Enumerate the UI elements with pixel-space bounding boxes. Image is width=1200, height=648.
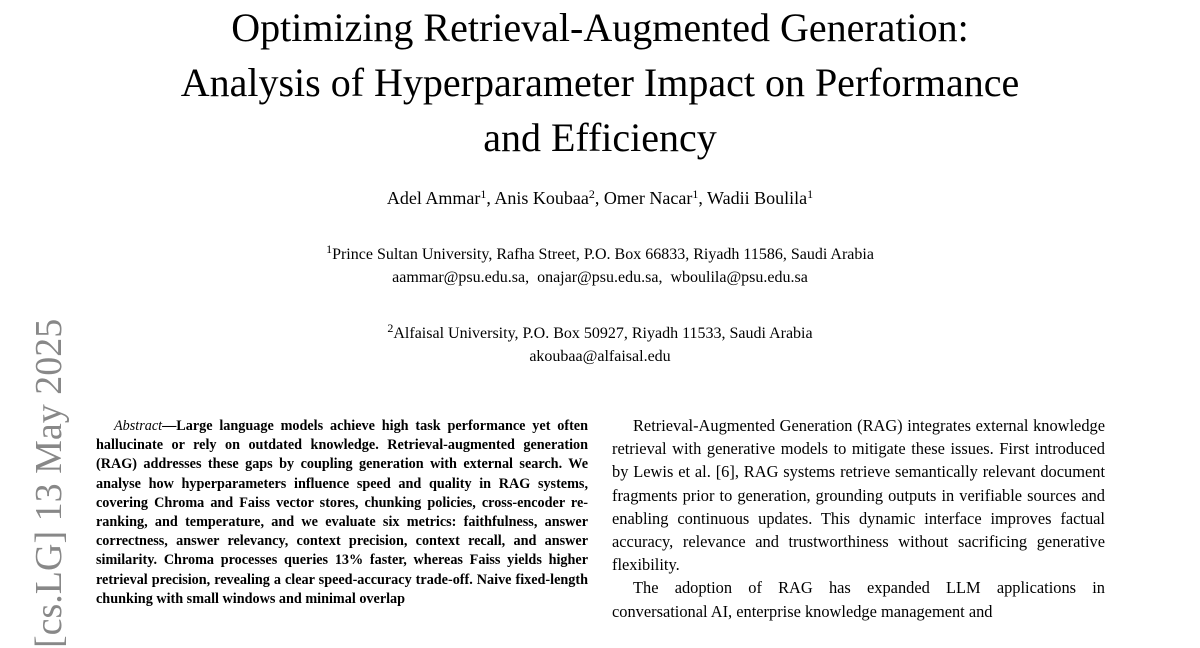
email-list: [0, 345, 1200, 368]
author-name: Anis Koubaa: [494, 188, 589, 208]
author-separator: ,: [594, 188, 604, 208]
introduction-section: [612, 414, 1105, 623]
author-affiliation-mark: 2: [588, 187, 595, 201]
intro-paragraph: The adoption of RAG has expanded LLM applications in conversational AI, enterprise knowledge management and: [612, 578, 1105, 621]
abstract-label: Abstract: [114, 418, 163, 434]
affiliation-block: [0, 322, 1200, 368]
intro-paragraph: Retrieval-Augmented Generation (RAG) integrates external knowledge retrieval with generative models to mitigate these issues. First introduced by Lewis et al. [6], RAG systems retrieve semantically relevant document fragments prior to generation, grounding outputs in verifiable sources and enabling continuous updates. This dynamic interface improves factual accuracy, relevance and trustworthiness without sacrificing generative flexibility.: [612, 416, 1105, 575]
affiliation-text: Alfaisal University, P.O. Box 50927, Riyadh 11533, Saudi Arabia: [393, 325, 813, 342]
email-list: [0, 266, 1200, 289]
email-address: wboulila@psu.edu.sa: [670, 269, 808, 286]
affiliation-mark: 1: [326, 242, 333, 256]
email-address: onajar@psu.edu.sa,: [537, 269, 663, 286]
affiliation-mark: 2: [387, 321, 394, 335]
author-affiliation-mark: 1: [807, 187, 814, 201]
author-name: Adel Ammar: [386, 188, 481, 208]
author-separator: ,: [698, 188, 708, 208]
title-line: Optimizing Retrieval-Augmented Generation:: [231, 5, 969, 50]
paper-title: [60, 0, 1140, 165]
email-address: aammar@psu.edu.sa,: [392, 269, 530, 286]
arxiv-stamp: [cs.LG] 13 May 2025: [28, 318, 70, 648]
affiliation-text: Prince Sultan University, Rafha Street, P.O. Box 66833, Riyadh 11586, Saudi Arabia: [332, 246, 874, 263]
affiliation-line: [0, 322, 1200, 345]
author-affiliation-mark: 1: [480, 187, 487, 201]
author-separator: ,: [486, 188, 495, 208]
abstract: [96, 417, 588, 609]
author-name: Omer Nacar: [603, 188, 693, 208]
title-line: Analysis of Hyperparameter Impact on Performance: [180, 60, 1020, 105]
author-affiliation-mark: 1: [692, 187, 699, 201]
author-list: [0, 187, 1200, 209]
email-address: akoubaa@alfaisal.edu: [529, 348, 671, 365]
affiliation-block: [0, 243, 1200, 289]
author-name: Wadii Boulila: [707, 188, 808, 208]
title-line: and Efficiency: [483, 115, 717, 160]
abstract-text: —Large language models achieve high task performance yet often hallucinate or rely on outdated knowledge. Retrieval-augmented generation (RAG) addresses these gaps by coupling generation with external search. We analyse how hyperparameters influence speed and quality in RAG systems, covering Chroma and Faiss vector stores, chunking policies, cross-encoder re-ranking, and temperature, and we evaluate six metrics: faithfulness, answer correctness, answer relevancy, context precision, context recall, and answer similarity. Chroma processes queries 13% faster, whereas Faiss yields higher retrieval precision, revealing a clear speed-accuracy trade-off. Naive fixed-length chunking with small windows and minimal overlap: [96, 418, 588, 607]
affiliation-line: [0, 243, 1200, 266]
